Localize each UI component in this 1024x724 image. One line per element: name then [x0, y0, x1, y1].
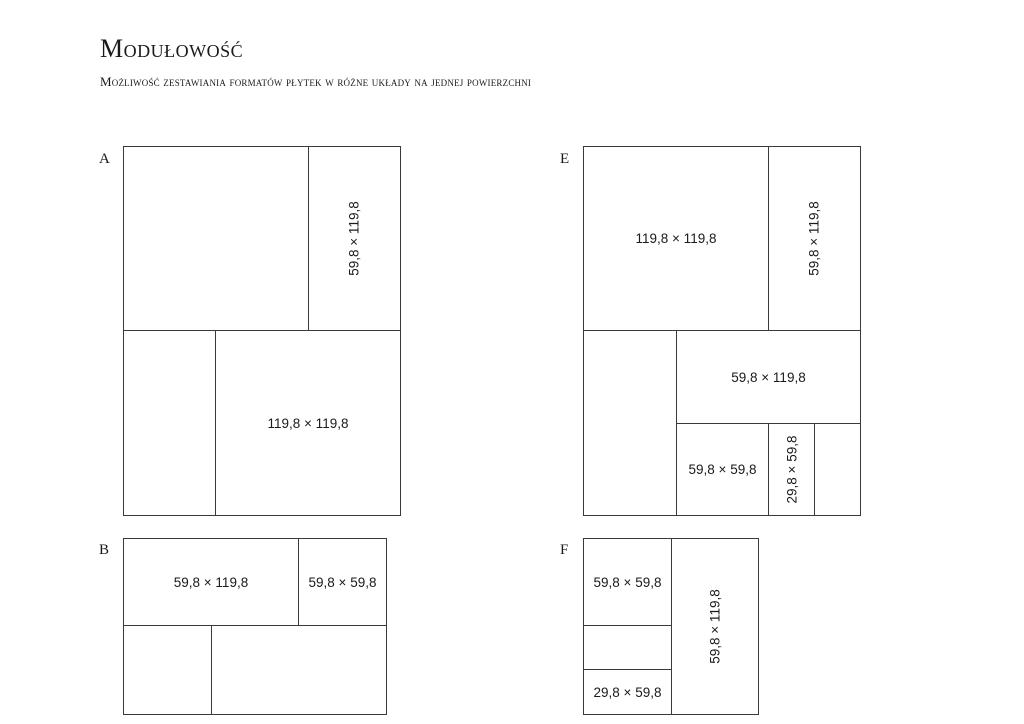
tile-e3 — [583, 330, 677, 516]
page-subtitle: Możliwość zestawiania formatów płytek w różne układy na jednej powierzchni — [100, 74, 532, 89]
tile-f1 — [583, 538, 672, 626]
tile-a4 — [215, 330, 401, 516]
tile-e2 — [768, 146, 861, 331]
tile-e6-label: 29,8 × 59,8 — [784, 435, 799, 504]
panel-a-letter: A — [99, 151, 110, 167]
tile-b1 — [123, 538, 299, 626]
tile-f2-label: 59,8 × 119,8 — [707, 589, 723, 664]
tile-a3 — [123, 330, 216, 516]
tile-f1-label: 59,8 × 59,8 — [593, 574, 662, 590]
tile-e5 — [676, 423, 769, 516]
tile-f2 — [671, 538, 759, 715]
tile-b2-label: 59,8 × 59,8 — [308, 574, 377, 590]
tile-a2 — [308, 146, 401, 331]
tile-f3 — [583, 625, 672, 670]
tile-e2-label: 59,8 × 119,8 — [806, 201, 822, 276]
tile-a2-label: 59,8 × 119,8 — [346, 201, 362, 276]
tile-e4 — [676, 330, 861, 424]
tile-f4 — [583, 669, 672, 715]
tile-e6 — [768, 423, 815, 516]
tile-b3 — [123, 625, 212, 715]
tile-b1-label: 59,8 × 119,8 — [173, 574, 249, 590]
tile-b2 — [298, 538, 387, 626]
panel-f-letter: F — [560, 542, 569, 558]
page-title: Modułowość — [100, 34, 244, 63]
tile-e1 — [583, 146, 769, 331]
tile-e4-label: 59,8 × 119,8 — [731, 369, 806, 385]
tile-e5-label: 59,8 × 59,8 — [688, 462, 757, 477]
tile-b4 — [211, 625, 387, 715]
panel-b-letter: B — [99, 542, 110, 558]
tile-a4-label: 119,8 × 119,8 — [267, 415, 349, 431]
tile-e7 — [814, 423, 861, 516]
tile-e1-label: 119,8 × 119,8 — [635, 231, 717, 246]
tile-f4-label: 29,8 × 59,8 — [593, 684, 662, 700]
panel-e-letter: E — [560, 151, 570, 167]
tile-a1 — [123, 146, 309, 331]
